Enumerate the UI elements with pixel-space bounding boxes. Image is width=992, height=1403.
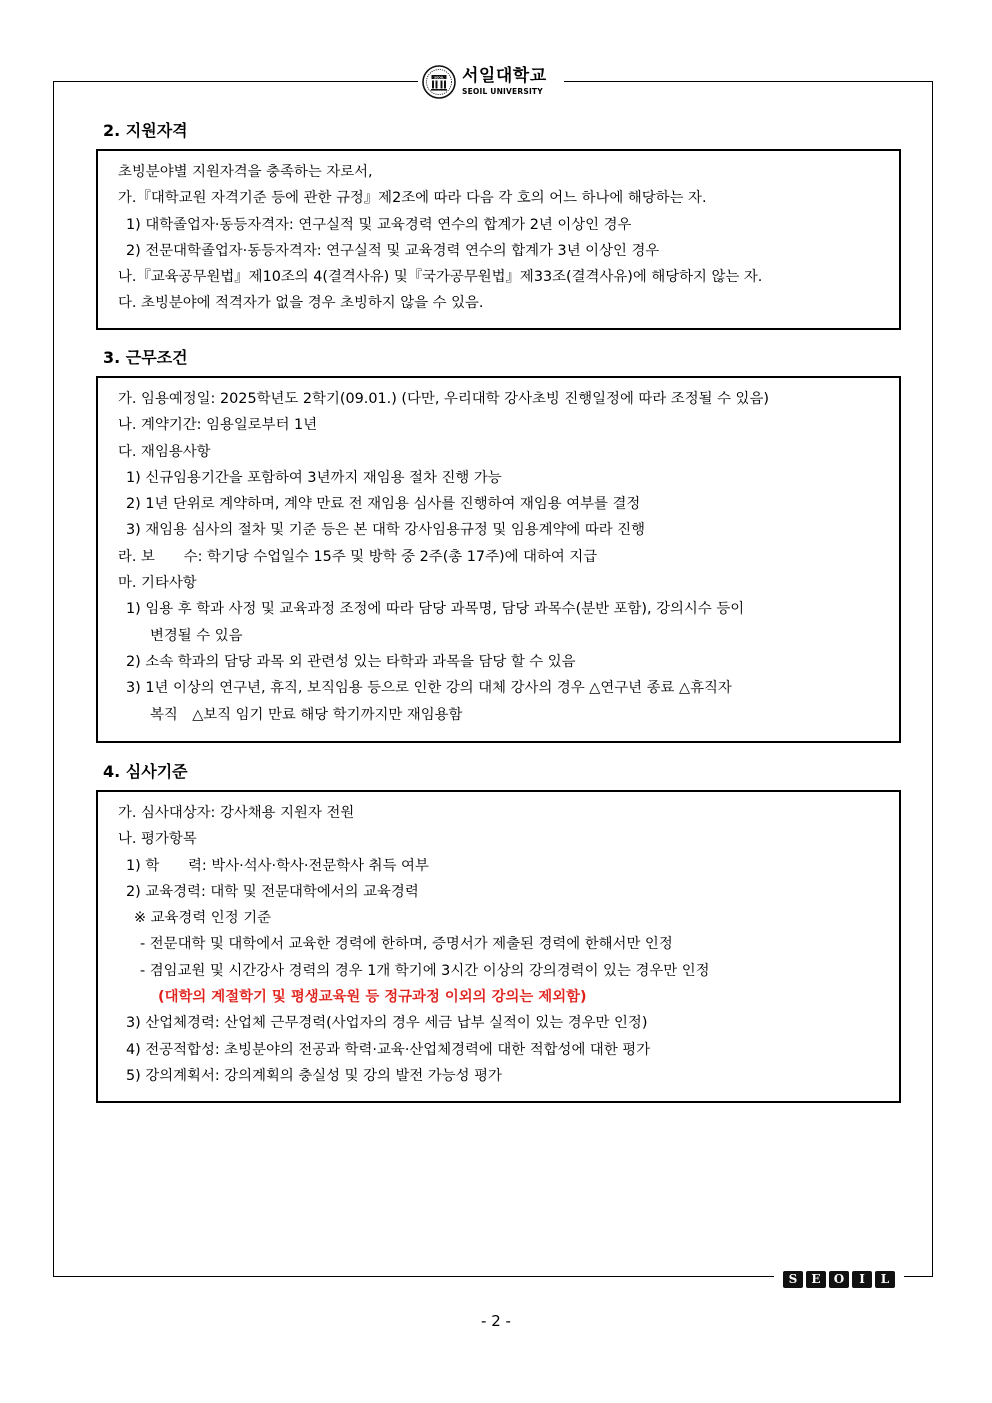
mark-letter: O <box>829 1271 849 1288</box>
mark-letter: I <box>852 1271 872 1288</box>
text-line: 2) 소속 학과의 담당 과목 외 관련성 있는 타학과 과목을 담당 할 수 있음 <box>126 653 576 670</box>
text-line: ※ 교육경력 인정 기준 <box>134 910 271 927</box>
footer-seoil-mark <box>774 1268 904 1290</box>
text-line: 3) 1년 이상의 연구년, 휴직, 보직임용 등으로 인한 강의 대체 강사의 경우 △연구년 종료 △휴직자 <box>126 680 732 697</box>
text-line: 나. 평가항목 <box>118 831 197 848</box>
text-line: 라. 보 수: 학기당 수업일수 15주 및 방학 중 2주(총 17주)에 대하여 지급 <box>118 548 598 565</box>
text-line: 3) 산업체경력: 산업체 근무경력(사업자의 경우 세금 납부 실적이 있는 경우만 인정) <box>126 1015 648 1032</box>
page-number: - 2 - <box>481 1312 511 1330</box>
conditions-box <box>96 376 901 743</box>
text-line: 3) 재임용 심사의 절차 및 기준 등은 본 대학 강사임용규정 및 임용계약에 따라 진행 <box>126 522 646 539</box>
university-name-korean: 서일대학교 <box>462 66 547 87</box>
text-line: 1) 신규임용기간을 포함하여 3년까지 재임용 절차 진행 가능 <box>126 469 502 486</box>
text-line: 나.『교육공무원법』제10조의 4(결격사유) 및『국가공무원법』제33조(결격사유)에 해당하지 않는 자. <box>118 269 763 286</box>
text-line: 다. 초빙분야에 적격자가 없을 경우 초빙하지 않을 수 있음. <box>118 295 484 312</box>
text-line: 1) 임용 후 학과 사정 및 교육과정 조정에 따라 담당 과목명, 담당 과목수(분반 포함), 강의시수 등이 <box>126 601 745 618</box>
criteria-box <box>96 790 901 1103</box>
text-line: 2) 전문대학졸업자·동등자격자: 연구실적 및 교육경력 연수의 합계가 3년 이상인 경우 <box>126 242 660 259</box>
highlighted-note: (대학의 계절학기 및 평생교육원 등 정규과정 이외의 강의는 제외함) <box>158 989 587 1006</box>
text-line: - 전문대학 및 대학에서 교육한 경력에 한하며, 증명서가 제출된 경력에 한해서만 인정 <box>140 936 673 953</box>
seal-text: SEOIL <box>434 75 444 80</box>
text-line: 마. 기타사항 <box>118 575 197 592</box>
text-line: 복직 △보직 임기 만료 해당 학기까지만 재임용함 <box>150 706 463 723</box>
text-line: - 겸임교원 및 시간강사 경력의 경우 1개 학기에 3시간 이상의 강의경력이 있는 경우만 인정 <box>140 962 710 979</box>
qualifications-box <box>96 149 901 330</box>
university-logo <box>418 62 564 102</box>
text-line: 나. 계약기간: 임용일로부터 1년 <box>118 417 318 434</box>
text-line: 4) 전공적합성: 초빙분야의 전공과 학력·교육·산업체경력에 대한 적합성에 대한 평가 <box>126 1041 651 1058</box>
text-line: 1) 대학졸업자·동등자격자: 연구실적 및 교육경력 연수의 합계가 2년 이상인 경우 <box>126 216 632 233</box>
text-line: 가. 심사대상자: 강사채용 지원자 전원 <box>118 805 355 821</box>
text-line: 가. 임용예정일: 2025학년도 2학기(09.01.) (다만, 우리대학 강사초빙 진행일정에 따라 조정될 수 있음) <box>118 391 769 407</box>
text-line: 다. 재임용사항 <box>118 443 211 460</box>
section-title-conditions: 3. 근무조건 <box>103 348 188 367</box>
university-seal-icon <box>422 65 456 99</box>
text-line: 2) 1년 단위로 계약하며, 계약 만료 전 재임용 심사를 진행하여 재임용 여부를 결정 <box>126 496 641 513</box>
section-title-qualifications: 2. 지원자격 <box>103 121 188 140</box>
mark-letter: E <box>806 1271 826 1288</box>
text-line: 5) 강의계획서: 강의계획의 충실성 및 강의 발전 가능성 평가 <box>126 1067 502 1084</box>
text-line: 변경될 수 있음 <box>150 627 243 644</box>
section-title-criteria: 4. 심사기준 <box>103 762 188 781</box>
mark-letter: S <box>783 1271 803 1288</box>
text-line: 가.『대학교원 자격기준 등에 관한 규정』제2조에 따라 다음 각 호의 어느 하나에 해당하는 자. <box>118 190 707 207</box>
text-line: 1) 학 력: 박사·석사·학사·전문학사 취득 여부 <box>126 857 429 874</box>
text-line: 2) 교육경력: 대학 및 전문대학에서의 교육경력 <box>126 883 419 900</box>
mark-letter: L <box>875 1271 895 1288</box>
university-name-english: SEOIL UNIVERSITY <box>462 87 543 97</box>
text-line: 초빙분야별 지원자격을 충족하는 자로서, <box>118 164 373 180</box>
